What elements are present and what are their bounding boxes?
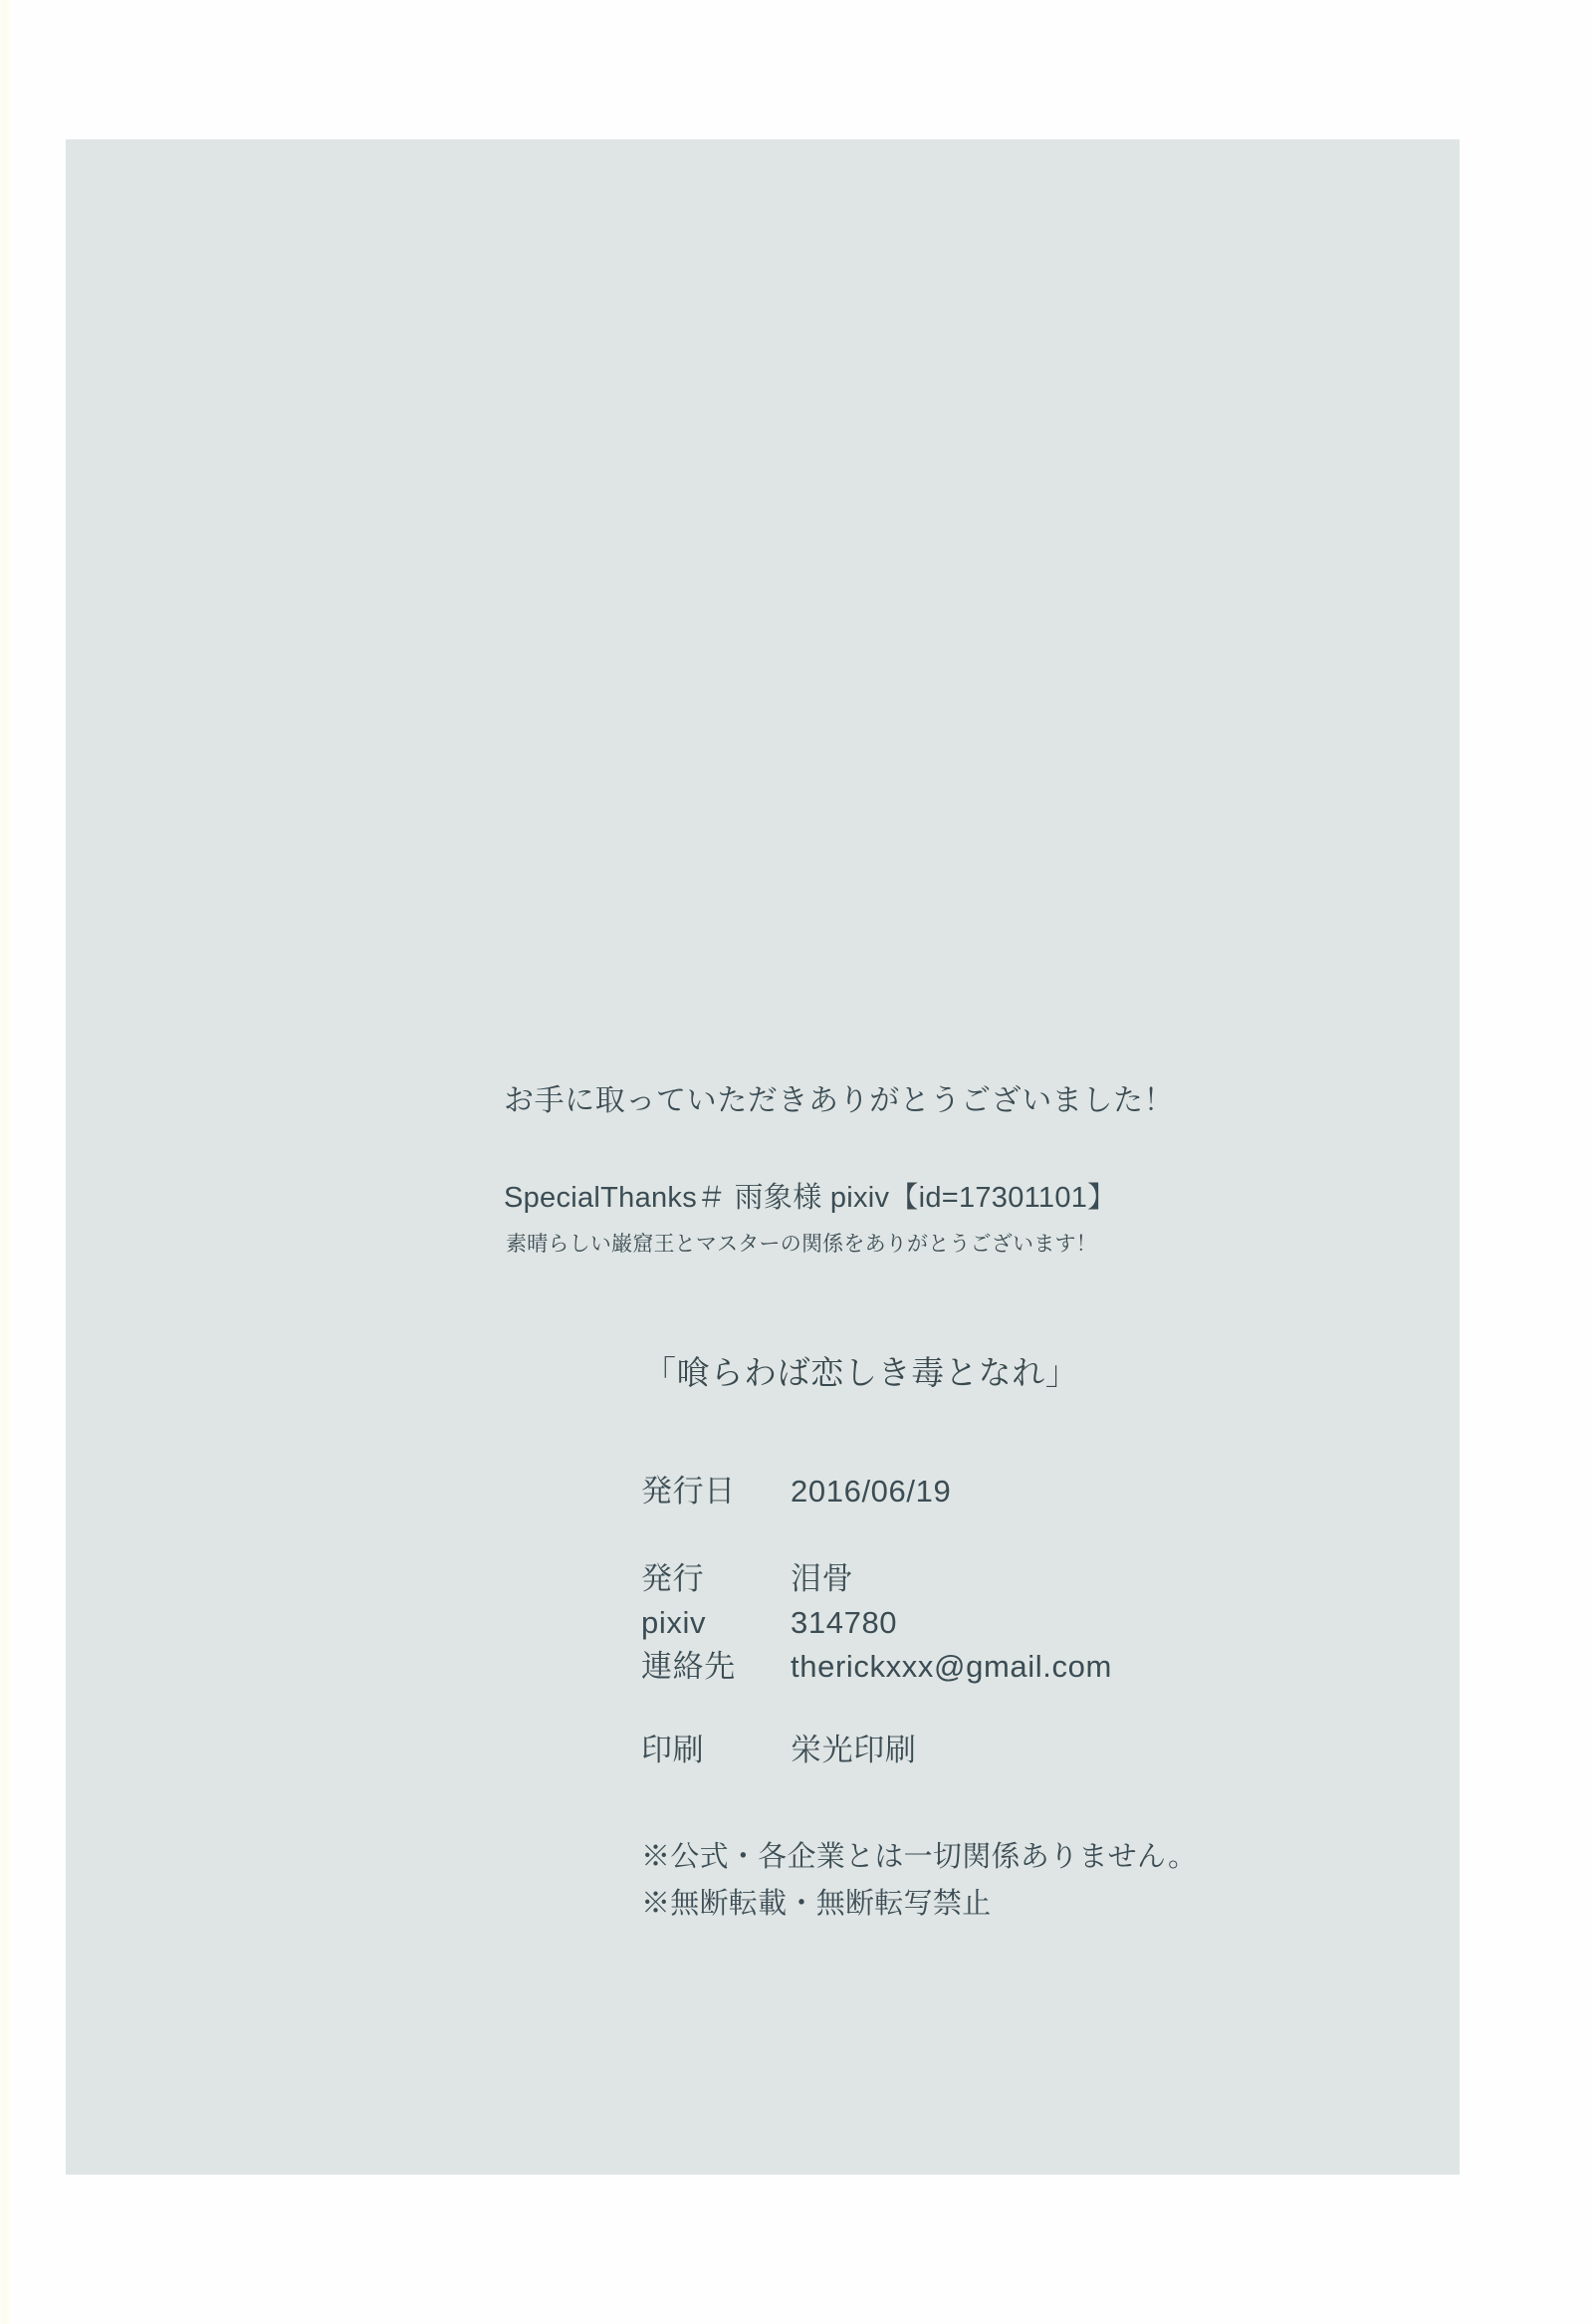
disclaimer-note-1: ※公式・各企業とは一切関係ありません。 — [641, 1841, 1198, 1874]
special-thanks-note: 素晴らしい巌窟王とマスターの関係をありがとうございます！ — [506, 1233, 1097, 1256]
info-spacer-2 — [641, 1689, 1460, 1729]
info-spacer-1 — [641, 1513, 1460, 1557]
info-value-publisher: 泪骨 — [791, 1561, 854, 1597]
page-gutter-edge — [0, 0, 14, 2324]
info-label-publish-date: 発行日 — [641, 1474, 736, 1509]
info-value-publish-date: 2016/06/19 — [791, 1474, 952, 1509]
thanks-message: お手に取っていただきありがとうございました！ — [504, 1084, 1175, 1117]
info-value-contact: therickxxx@gmail.com — [791, 1649, 1112, 1685]
info-value-printer: 栄光印刷 — [791, 1733, 917, 1768]
info-label-contact: 連絡先 — [641, 1649, 736, 1685]
info-row-pixiv — [641, 1601, 1460, 1645]
info-label-publisher: 発行 — [641, 1561, 705, 1597]
info-label-printer: 印刷 — [641, 1733, 705, 1768]
info-label-pixiv: pixiv — [641, 1605, 707, 1641]
colophon-content — [66, 1075, 1460, 1928]
special-thanks-credit: SpecialThanks＃ 雨象様 pixiv【id=17301101】 — [504, 1182, 1117, 1214]
info-row-contact — [641, 1645, 1460, 1689]
info-value-pixiv: 314780 — [791, 1605, 898, 1641]
info-row-publish-date — [641, 1470, 1460, 1513]
work-title: 「喰らわば恋しき毒となれ」 — [643, 1354, 1079, 1391]
info-row-printer — [641, 1729, 1460, 1772]
info-row-publisher — [641, 1557, 1460, 1601]
publication-info — [641, 1470, 1460, 1772]
disclaimer-note-2: ※無断転載・無断転写禁止 — [641, 1888, 992, 1921]
disclaimer-notes — [641, 1834, 1460, 1928]
